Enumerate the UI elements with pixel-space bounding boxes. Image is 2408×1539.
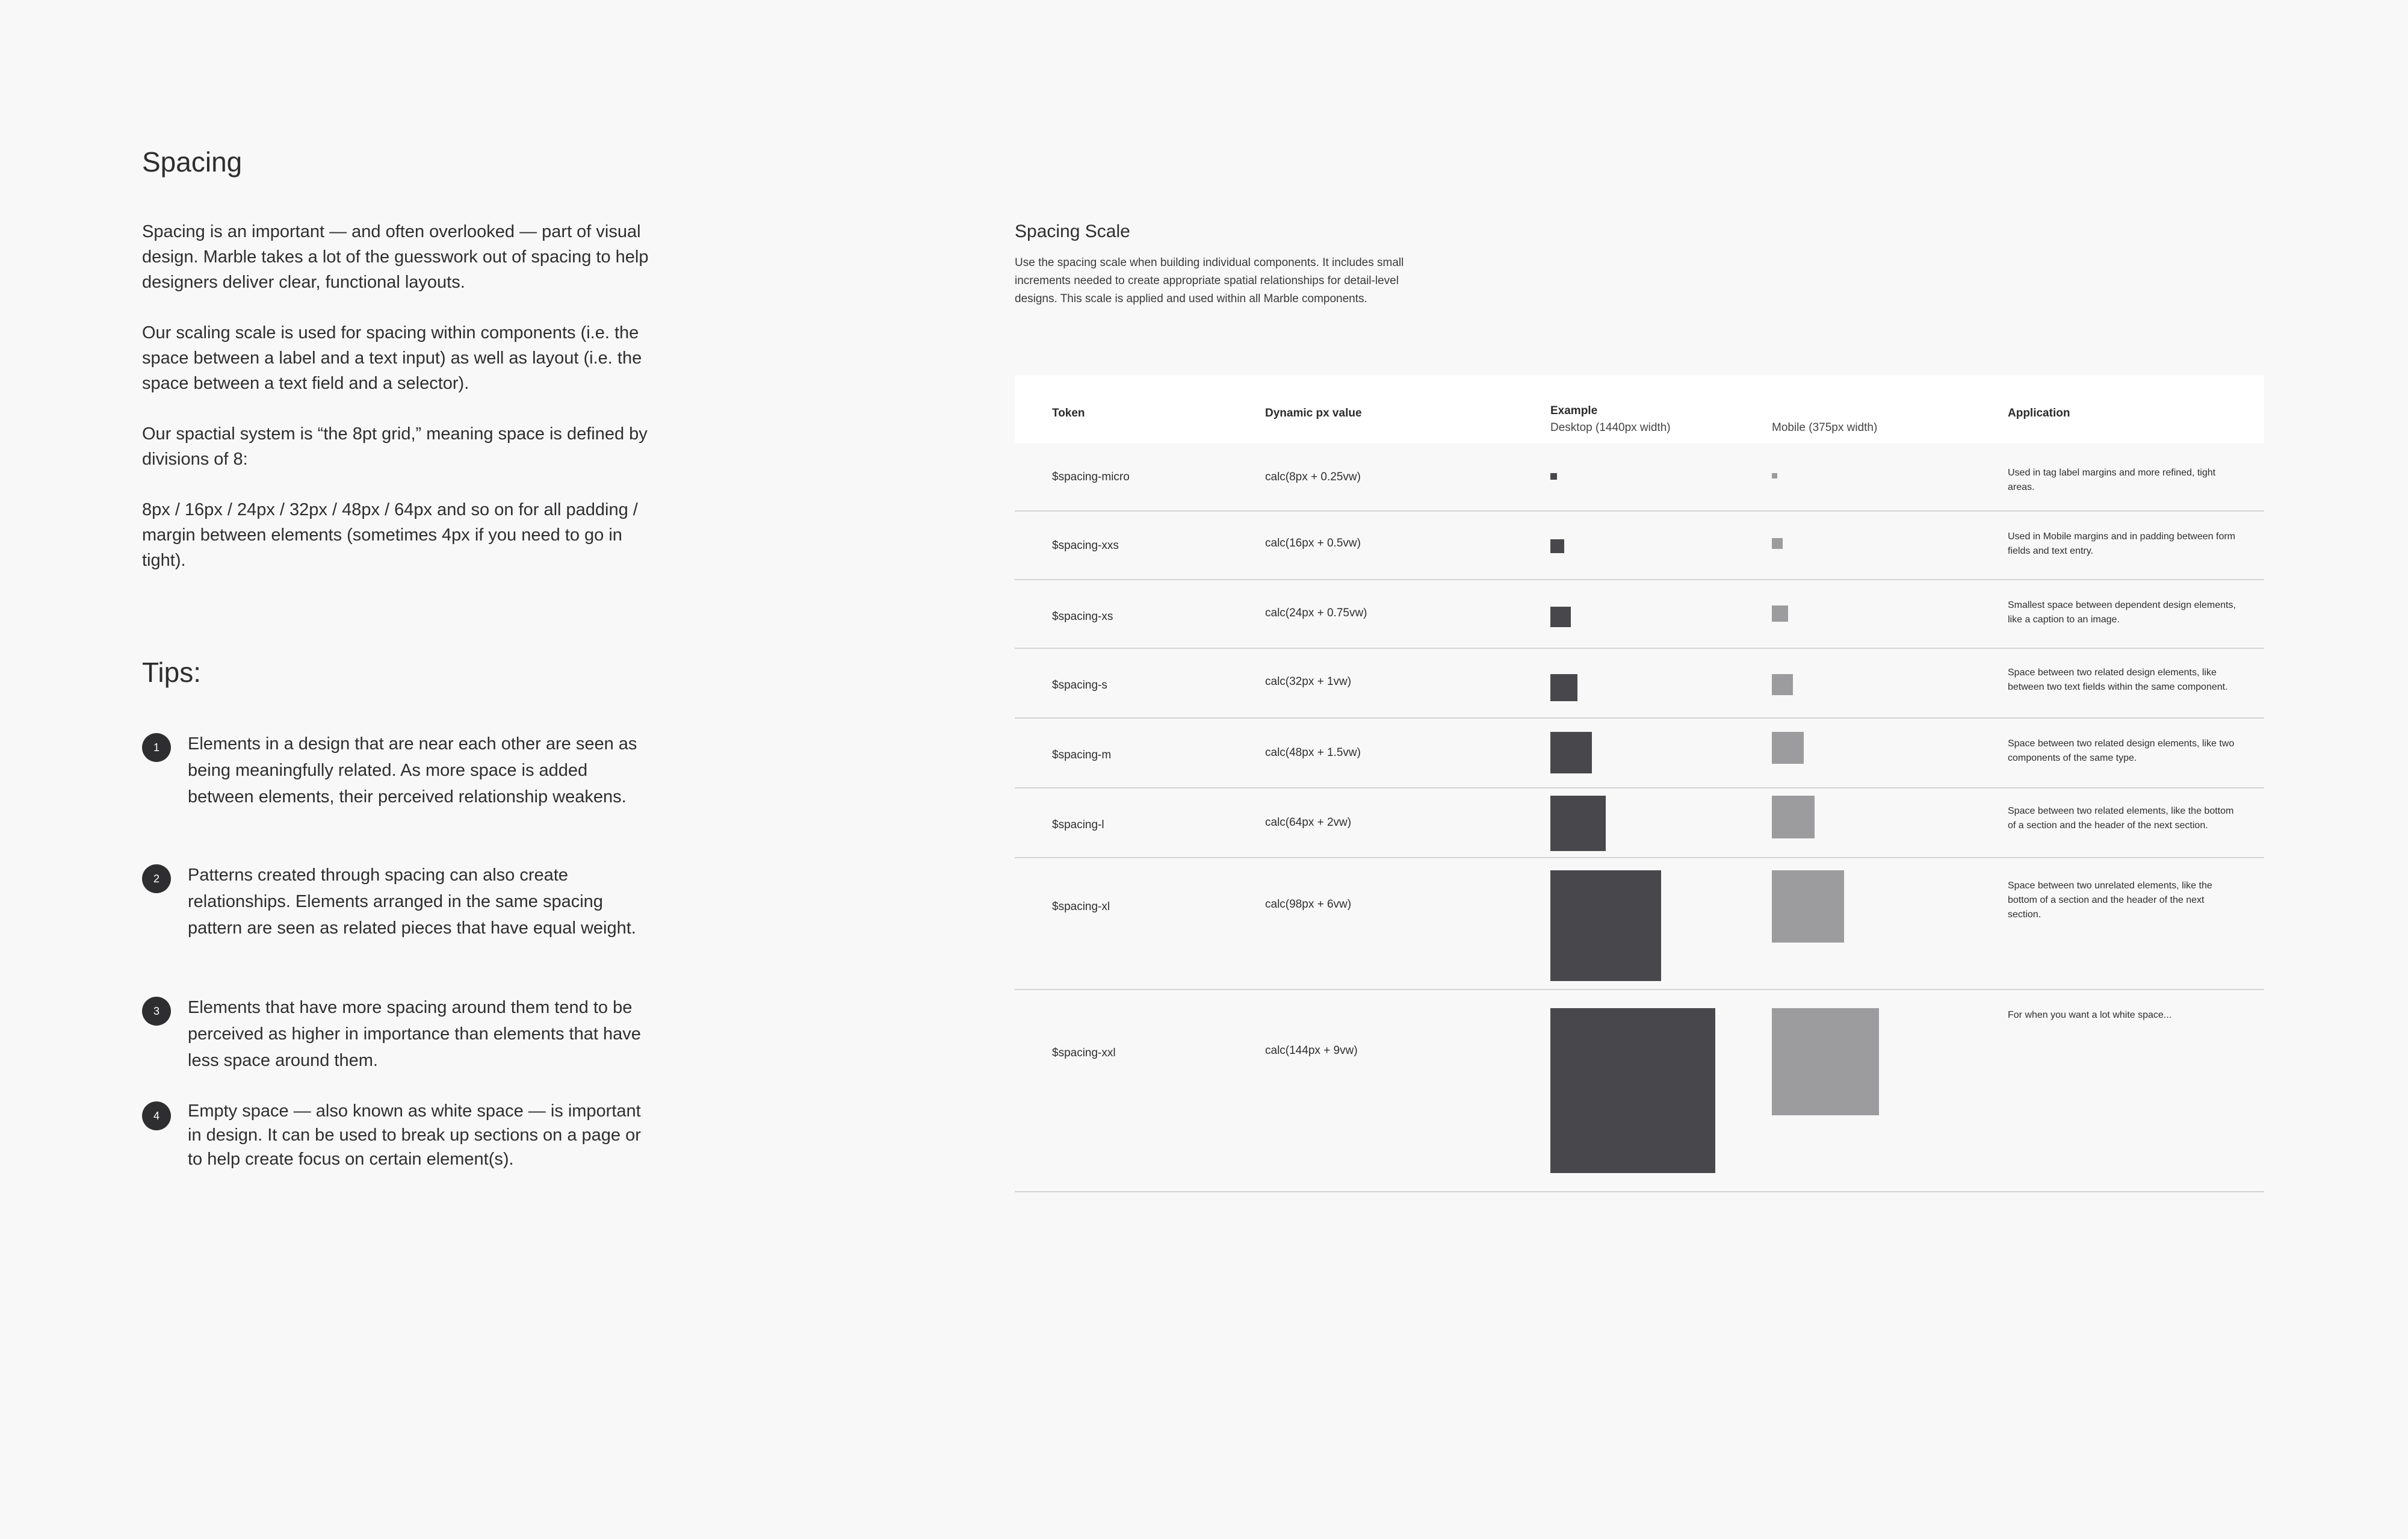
desktop-spacing-swatch xyxy=(1550,674,1577,701)
table-row xyxy=(1015,512,2264,580)
header-dynamic-value: Dynamic px value xyxy=(1265,407,1362,420)
token-name: $spacing-s xyxy=(1052,679,1107,692)
table-header xyxy=(1015,376,2264,443)
dynamic-value: calc(64px + 2vw) xyxy=(1265,816,1352,829)
mobile-spacing-swatch xyxy=(1772,473,1777,478)
tip-item xyxy=(142,731,654,810)
application-text: Smallest space between dependent design elements, like a caption to an image. xyxy=(2008,600,2236,625)
mobile-spacing-swatch xyxy=(1772,605,1788,622)
desktop-spacing-swatch xyxy=(1550,473,1557,480)
token-name: $spacing-xxs xyxy=(1052,539,1119,552)
dynamic-value: calc(144px + 9vw) xyxy=(1265,1044,1358,1057)
table-row xyxy=(1015,719,2264,788)
table-row xyxy=(1015,858,2264,990)
table-row xyxy=(1015,580,2264,649)
intro-paragraph: Our scaling scale is used for spacing within components (i.e. the space between a label and a text input) as well as layout (i.e. the space between a text field and a selector). xyxy=(142,323,642,393)
header-mobile: Mobile (375px width) xyxy=(1772,421,1878,434)
token-name: $spacing-micro xyxy=(1052,471,1130,483)
desktop-spacing-swatch xyxy=(1550,796,1606,851)
token-name: $spacing-l xyxy=(1052,819,1104,831)
dynamic-value: calc(24px + 0.75vw) xyxy=(1265,607,1367,619)
table-row xyxy=(1015,649,2264,719)
mobile-spacing-swatch xyxy=(1772,870,1844,943)
tip-text: Elements in a design that are near each other are seen as being meaningfully related. As more space is added between elements, their perceived relationship weakens. xyxy=(188,734,637,807)
application-text: Space between two related design elements, like between two text fields within the same component. xyxy=(2008,667,2228,692)
tip-item xyxy=(142,862,654,941)
tip-text: Empty space — also known as white space — is important in design. It can be used to break up sections on a page or to help create focus on certain element(s). xyxy=(188,1101,641,1169)
intro-paragraph: 8px / 16px / 24px / 32px / 48px / 64px and so on for all padding / margin between elements (sometimes 4px if you need to go in tight). xyxy=(142,500,638,570)
table-row xyxy=(1015,443,2264,512)
intro-paragraph: Our spactial system is “the 8pt grid,” meaning space is defined by divisions of 8: xyxy=(142,424,648,469)
application-text: Used in Mobile margins and in padding between form fields and text entry. xyxy=(2008,531,2235,556)
mobile-spacing-swatch xyxy=(1772,796,1815,838)
page-title: Spacing xyxy=(142,146,243,178)
tips-title: Tips: xyxy=(142,657,201,688)
tip-number-badge: 2 xyxy=(142,864,171,893)
dynamic-value: calc(32px + 1vw) xyxy=(1265,675,1352,688)
desktop-spacing-swatch xyxy=(1550,607,1571,627)
table-row xyxy=(1015,788,2264,858)
spacing-scale-table xyxy=(1015,376,2264,1192)
mobile-spacing-swatch xyxy=(1772,732,1804,764)
application-text: Used in tag label margins and more refined, tight areas. xyxy=(2008,468,2216,492)
dynamic-value: calc(48px + 1.5vw) xyxy=(1265,746,1361,759)
header-application: Application xyxy=(2008,407,2070,420)
token-name: $spacing-xl xyxy=(1052,900,1110,913)
mobile-spacing-swatch xyxy=(1772,674,1793,695)
header-token: Token xyxy=(1052,407,1085,420)
intro-text xyxy=(142,219,660,598)
application-text: Space between two related elements, like the bottom of a section and the header of the next section. xyxy=(2008,806,2234,831)
spacing-scale-title: Spacing Scale xyxy=(1015,221,1130,241)
dynamic-value: calc(8px + 0.25vw) xyxy=(1265,471,1361,483)
tip-text: Patterns created through spacing can also create relationships. Elements arranged in the same spacing pattern are seen as related pieces that have equal weight. xyxy=(188,865,636,938)
tip-number-badge: 4 xyxy=(142,1101,171,1130)
token-name: $spacing-xs xyxy=(1052,610,1113,623)
application-text: For when you want a lot white space... xyxy=(2008,1010,2172,1020)
dynamic-value: calc(98px + 6vw) xyxy=(1265,898,1352,911)
token-name: $spacing-m xyxy=(1052,749,1112,761)
application-text: Space between two related design elements, like two components of the same type. xyxy=(2008,739,2235,763)
mobile-spacing-swatch xyxy=(1772,1008,1879,1115)
spacing-scale-description: Use the spacing scale when building individual components. It includes small increments needed to create appropriate spatial relationships for detail-level designs. This scale is applied and used within all Marble components. xyxy=(1015,256,1404,305)
mobile-spacing-swatch xyxy=(1772,538,1783,549)
token-name: $spacing-xxl xyxy=(1052,1047,1116,1059)
desktop-spacing-swatch xyxy=(1550,1008,1715,1173)
header-desktop: Desktop (1440px width) xyxy=(1550,421,1671,434)
tip-number-badge: 1 xyxy=(142,733,171,762)
application-text: Space between two unrelated elements, like the bottom of a section and the header of the next section. xyxy=(2008,881,2212,920)
tip-item xyxy=(142,994,654,1074)
dynamic-value: calc(16px + 0.5vw) xyxy=(1265,537,1361,550)
tip-number-badge: 3 xyxy=(142,997,171,1026)
table-row xyxy=(1015,990,2264,1192)
tip-item xyxy=(142,1099,654,1171)
tip-text: Elements that have more spacing around them tend to be perceived as higher in importance than elements that have less space around them. xyxy=(188,998,641,1070)
desktop-spacing-swatch xyxy=(1550,539,1564,553)
desktop-spacing-swatch xyxy=(1550,870,1661,981)
intro-paragraph: Spacing is an important — and often overlooked — part of visual design. Marble takes a lot of the guesswork out of spacing to help designers deliver clear, functional layouts. xyxy=(142,222,649,292)
header-example: Example xyxy=(1550,404,1598,417)
desktop-spacing-swatch xyxy=(1550,732,1592,773)
